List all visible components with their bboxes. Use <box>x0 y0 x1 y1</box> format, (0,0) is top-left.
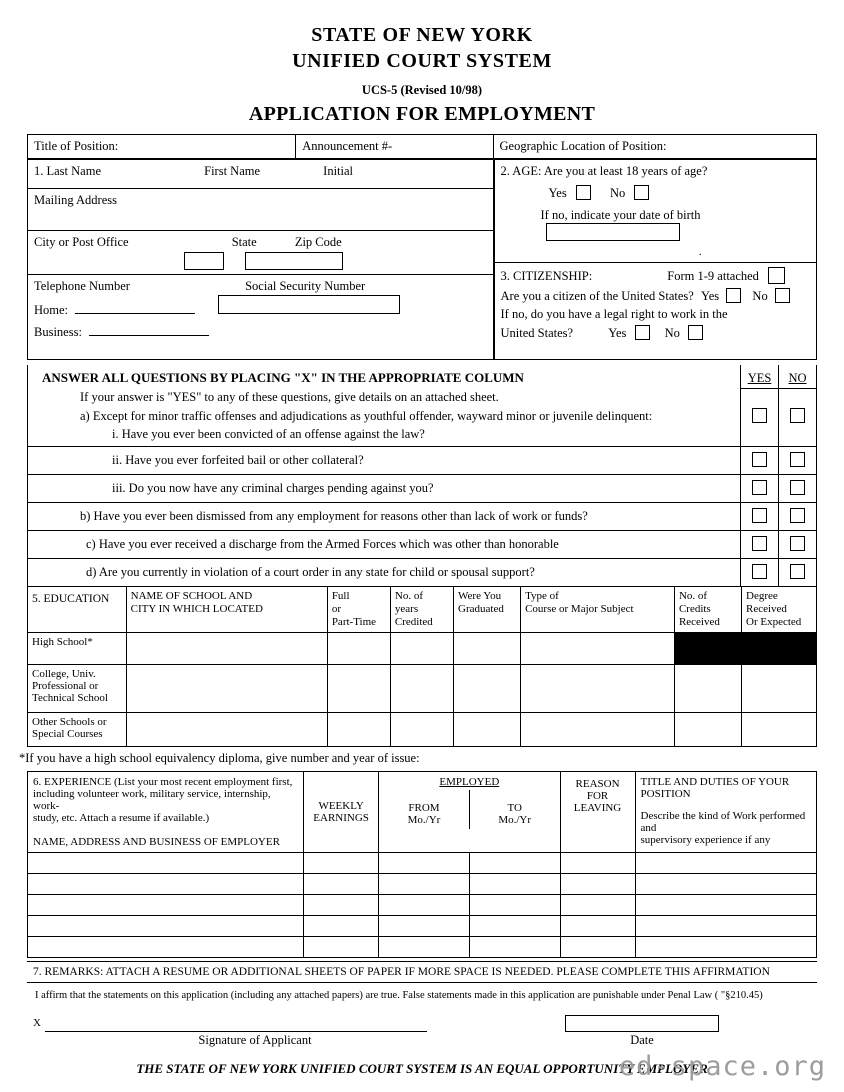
education-col-years-line1: No. of <box>394 589 424 602</box>
dob-prompt-label: If no, indicate your date of birth <box>540 208 701 222</box>
experience-col-from-line2: Mo./Yr <box>407 813 441 826</box>
citizenship-question-1: Are you a citizen of the United States? <box>500 289 694 303</box>
form-i9-label: Form 1-9 attached <box>667 269 759 283</box>
questions-heading: ANSWER ALL QUESTIONS BY PLACING "X" IN THE APPROPRIATE COLUMN <box>42 369 524 385</box>
table-row <box>28 936 817 957</box>
form-i9-checkbox[interactable] <box>768 267 785 284</box>
equal-opportunity-text: THE STATE OF NEW YORK UNIFIED COURT SYSTEM IS AN EQUAL OPPORTUNITY EMPLOYER <box>136 1060 708 1076</box>
field-title-of-position[interactable] <box>28 135 296 159</box>
input-state[interactable] <box>184 252 224 270</box>
education-cell-college-years[interactable] <box>390 664 453 712</box>
table-row <box>28 712 817 746</box>
experience-cell-to[interactable] <box>469 915 560 936</box>
experience-col-reason-line1: REASON <box>575 777 620 790</box>
experience-cell-from[interactable] <box>379 936 470 957</box>
label-mailing-address: Mailing Address <box>34 192 117 207</box>
question-c-no-cell <box>779 530 817 558</box>
question-c-yes-checkbox[interactable] <box>752 536 767 551</box>
question-b-no-checkbox[interactable] <box>790 508 805 523</box>
education-cell-highschool-graduated[interactable] <box>454 632 521 664</box>
question-a-i-no-checkbox[interactable] <box>790 408 805 423</box>
education-section-label <box>28 587 127 633</box>
experience-cell-from[interactable] <box>379 852 470 873</box>
question-a-ii-no-cell <box>779 446 817 474</box>
remarks-section <box>27 961 817 1007</box>
age-yes-checkbox[interactable] <box>576 185 591 200</box>
table-row <box>28 587 817 633</box>
experience-cell-title[interactable] <box>635 894 816 915</box>
table-row <box>28 365 817 447</box>
education-col-graduated-line1: Were You <box>458 589 502 602</box>
experience-col-reason <box>560 771 635 852</box>
header-form-number: UCS-5 (Revised 10/98) <box>361 83 483 97</box>
question-row-a-iii <box>28 474 741 502</box>
experience-heading-line3: study, etc. Attach a resume if available.) <box>33 811 210 824</box>
label-last-name: 1. Last Name <box>34 164 101 178</box>
education-row-other-line1: Other Schools or <box>32 715 107 728</box>
label-zip-code: Zip Code <box>294 234 342 249</box>
field-announcement-number[interactable] <box>296 135 493 159</box>
table-row <box>28 558 817 586</box>
questions-yes-header: YES <box>747 371 772 385</box>
education-cell-other-school[interactable] <box>126 712 327 746</box>
table-row <box>494 160 816 263</box>
education-col-degree-line2: Received <box>746 602 787 615</box>
education-cell-highschool-years[interactable] <box>390 632 453 664</box>
education-cell-highschool-school[interactable] <box>126 632 327 664</box>
citizenship-q1-no-checkbox[interactable] <box>775 288 790 303</box>
date-label: Date <box>630 1032 654 1047</box>
education-col-graduated-line2: Graduated <box>458 602 504 615</box>
experience-cell-to[interactable] <box>469 873 560 894</box>
signature-input-line[interactable] <box>45 1031 427 1032</box>
question-d-no-checkbox[interactable] <box>790 564 805 579</box>
education-col-fulltime-line1: Full <box>331 589 350 602</box>
experience-col-from <box>379 790 469 829</box>
question-item-a-i: i. Have you ever been convicted of an offense against the law? <box>112 426 425 441</box>
label-city-or-post-office: City or Post Office <box>34 234 129 249</box>
education-cell-highschool-degree-blacked <box>742 632 817 664</box>
experience-col-employed <box>379 771 560 852</box>
label-telephone-number: Telephone Number <box>34 278 130 293</box>
table-row <box>28 230 493 274</box>
questions-yes-column <box>741 365 779 447</box>
citizenship-q2-no-checkbox[interactable] <box>688 325 703 340</box>
label-social-security-number: Social Security Number <box>245 278 366 293</box>
question-a-iii-yes-checkbox[interactable] <box>752 480 767 495</box>
label-first-name: First Name <box>204 164 261 178</box>
education-cell-college-degree[interactable] <box>742 664 817 712</box>
experience-cell-employer[interactable] <box>28 936 304 957</box>
education-cell-college-graduated[interactable] <box>454 664 521 712</box>
question-a-iii-no-checkbox[interactable] <box>790 480 805 495</box>
experience-heading-line4: NAME, ADDRESS AND BUSINESS OF EMPLOYER <box>33 835 280 848</box>
citizenship-q1-yes-checkbox[interactable] <box>726 288 741 303</box>
experience-cell-reason[interactable] <box>560 894 635 915</box>
input-home-phone[interactable] <box>75 300 195 314</box>
experience-cell-employer[interactable] <box>28 915 304 936</box>
dob-period-mark: . <box>698 246 702 258</box>
question-a-ii-yes-checkbox[interactable] <box>752 452 767 467</box>
question-a-ii-no-checkbox[interactable] <box>790 452 805 467</box>
signature-caption: Signature of Applicant <box>198 1032 312 1047</box>
education-row-label-college <box>28 664 127 712</box>
label-state: State <box>231 234 257 249</box>
field-mailing-address[interactable] <box>28 188 493 230</box>
question-item-a: a) Except for minor traffic offenses and adjudications as youthful offender, wayward minor or juvenile delinquent: <box>80 408 653 423</box>
table-row <box>28 160 817 360</box>
age-heading: 2. AGE: Are you at least 18 years of age? <box>500 164 708 178</box>
document-header <box>0 0 844 126</box>
education-cell-highschool-course[interactable] <box>521 632 675 664</box>
experience-col-title-duties-line2: Describe the kind of Work performed and <box>640 809 806 834</box>
experience-heading-line2: including volunteer work, military service, internship, work- <box>33 787 271 812</box>
education-row-college-line1: College, Univ. <box>32 667 96 680</box>
table-row <box>28 852 817 873</box>
education-col-credits-line3: Received <box>678 615 720 628</box>
question-row-a-ii <box>28 446 741 474</box>
question-a-iii-no-cell <box>779 474 817 502</box>
experience-col-title-duties-line1: TITLE AND DUTIES OF YOUR POSITION <box>640 775 790 800</box>
education-col-course <box>521 587 675 633</box>
experience-cell-employer[interactable] <box>28 873 304 894</box>
experience-cell-earnings[interactable] <box>304 915 379 936</box>
label-initial: Initial <box>323 164 354 178</box>
question-a-ii-yes-cell <box>741 446 779 474</box>
education-col-years-line3: Credited <box>394 615 433 628</box>
experience-cell-title[interactable] <box>635 915 816 936</box>
experience-col-to <box>469 790 559 829</box>
education-cell-other-graduated[interactable] <box>454 712 521 746</box>
table-row <box>28 915 817 936</box>
experience-col-reason-line2: FOR <box>586 789 609 802</box>
table-row <box>28 474 817 502</box>
education-cell-other-course[interactable] <box>521 712 675 746</box>
experience-cell-title[interactable] <box>635 936 816 957</box>
education-col-years <box>390 587 453 633</box>
question-item-b: b) Have you ever been dismissed from any employment for reasons other than lack of work or funds? <box>80 508 588 523</box>
table-row <box>28 894 817 915</box>
experience-table <box>27 771 817 958</box>
experience-cell-reason[interactable] <box>560 873 635 894</box>
question-row-c <box>28 530 741 558</box>
citizenship-q2-yes-label: Yes <box>608 326 627 340</box>
header-line-state: STATE OF NEW YORK <box>311 24 533 46</box>
table-row <box>28 771 817 852</box>
questions-no-header: NO <box>788 371 807 385</box>
experience-col-weekly-line2: EARNINGS <box>313 811 369 824</box>
question-b-yes-cell <box>741 502 779 530</box>
input-zip-code[interactable] <box>245 252 343 270</box>
education-row-other-line2: Special Courses <box>32 727 103 740</box>
experience-col-to-line2: Mo./Yr <box>498 813 532 826</box>
education-col-credits-line1: No. of <box>678 589 708 602</box>
citizenship-q1-no-label: No <box>752 289 768 303</box>
age-citizenship-table <box>494 160 817 359</box>
questions-subheading: If your answer is "YES" to any of these questions, give details on an attached sheet. <box>80 389 499 404</box>
table-row <box>28 446 817 474</box>
table-row <box>28 274 493 340</box>
field-city-state-zip[interactable] <box>28 230 493 274</box>
label-home-phone: Home: <box>34 302 69 317</box>
education-col-graduated <box>454 587 521 633</box>
signature-section <box>27 1007 817 1057</box>
citizenship-q1-yes-label: Yes <box>700 289 720 303</box>
label-title-of-position: Title of Position: <box>34 139 119 153</box>
watermark <box>619 1051 826 1082</box>
question-a-i-yes-checkbox[interactable] <box>752 408 767 423</box>
question-d-yes-cell <box>741 558 779 586</box>
question-item-a-iii: iii. Do you now have any criminal charges pending against you? <box>112 480 434 495</box>
identity-left-column <box>28 160 494 360</box>
question-item-a-ii: ii. Have you ever forfeited bail or other collateral? <box>112 452 364 467</box>
experience-cell-title[interactable] <box>635 852 816 873</box>
input-date-of-birth[interactable] <box>546 223 680 241</box>
experience-col-title-duties <box>635 771 816 852</box>
affirmation-text <box>27 983 817 1007</box>
table-row <box>28 502 817 530</box>
page-title: APPLICATION FOR EMPLOYMENT <box>248 103 596 125</box>
signature-x-mark: X <box>33 1016 41 1029</box>
question-item-c: c) Have you ever received a discharge from the Armed Forces which was other than honorable <box>86 536 559 551</box>
table-row <box>28 135 817 159</box>
question-row-d <box>28 558 741 586</box>
education-col-degree-line3: Or Expected <box>746 615 802 628</box>
identity-block-table <box>27 159 817 360</box>
question-a-iii-yes-cell <box>741 474 779 502</box>
education-col-school-line1: NAME OF SCHOOL AND <box>130 589 253 602</box>
question-b-no-cell <box>779 502 817 530</box>
field-last-name[interactable] <box>28 160 493 188</box>
education-col-years-line2: years <box>394 602 419 615</box>
education-cell-college-course[interactable] <box>521 664 675 712</box>
experience-heading-line1: 6. EXPERIENCE (List your most recent employment first, <box>33 775 293 788</box>
experience-cell-employer[interactable] <box>28 894 304 915</box>
experience-cell-to[interactable] <box>469 936 560 957</box>
question-b-yes-checkbox[interactable] <box>752 508 767 523</box>
header-line-system: UNIFIED COURT SYSTEM <box>292 50 552 72</box>
education-col-credits <box>674 587 741 633</box>
age-no-checkbox[interactable] <box>634 185 649 200</box>
question-c-yes-cell <box>741 530 779 558</box>
experience-col-weekly-earnings <box>304 771 379 852</box>
education-col-degree <box>742 587 817 633</box>
education-cell-other-fulltime[interactable] <box>327 712 390 746</box>
question-c-no-checkbox[interactable] <box>790 536 805 551</box>
field-telephone-ssn[interactable] <box>28 274 493 340</box>
experience-col-reason-line3: LEAVING <box>573 801 622 814</box>
experience-cell-to[interactable] <box>469 894 560 915</box>
table-row <box>28 664 817 712</box>
table-row <box>28 188 493 230</box>
citizenship-q2-no-label: No <box>664 326 680 340</box>
question-d-yes-checkbox[interactable] <box>752 564 767 579</box>
experience-cell-from[interactable] <box>379 894 470 915</box>
questions-heading-cell <box>28 365 741 447</box>
table-row <box>379 790 559 829</box>
education-row-label-other <box>28 712 127 746</box>
education-cell-highschool-fulltime[interactable] <box>327 632 390 664</box>
experience-cell-reason[interactable] <box>560 852 635 873</box>
education-footnote-text: *If you have a high school equivalency diploma, give number and year of issue: <box>19 750 420 765</box>
education-col-course-line2: Course or Major Subject <box>525 602 634 615</box>
input-business-phone[interactable] <box>89 322 209 336</box>
citizenship-question-2-line1: If no, do you have a legal right to work in the <box>500 307 728 321</box>
position-row-table <box>27 134 817 159</box>
experience-cell-employer[interactable] <box>28 852 304 873</box>
experience-cell-earnings[interactable] <box>304 894 379 915</box>
education-col-fulltime <box>327 587 390 633</box>
education-col-course-line1: Type of <box>525 589 559 602</box>
experience-cell-reason[interactable] <box>560 936 635 957</box>
experience-heading-cell <box>28 771 304 852</box>
label-announcement: Announcement #- <box>302 139 393 153</box>
education-row-label-highschool <box>28 632 127 664</box>
input-ssn[interactable] <box>218 295 400 314</box>
affirmation-text-content: I affirm that the statements on this application (including any attached papers) are true. False statements made in this application are punishable under Penal Law ( "§210.45) <box>35 989 763 1001</box>
education-table <box>27 587 817 747</box>
identity-right-column <box>493 160 817 360</box>
education-cell-highschool-credits-blacked <box>674 632 741 664</box>
education-footnote <box>19 750 817 766</box>
label-business-phone: Business: <box>34 324 82 339</box>
table-row <box>28 873 817 894</box>
section-age <box>494 160 816 263</box>
remarks-heading-text: 7. REMARKS: ATTACH A RESUME OR ADDITIONAL SHEETS OF PAPER IF MORE SPACE IS NEEDED. PLEASE COMPLETE THIS AFFIRMATION <box>33 965 770 978</box>
education-cell-college-fulltime[interactable] <box>327 664 390 712</box>
experience-cell-to[interactable] <box>469 852 560 873</box>
experience-cell-title[interactable] <box>635 873 816 894</box>
experience-cell-reason[interactable] <box>560 915 635 936</box>
experience-employed-header: EMPLOYED <box>439 775 500 788</box>
age-no-label: No <box>609 186 626 200</box>
question-item-d: d) Are you currently in violation of a court order in any state for child or spousal support? <box>86 564 535 579</box>
experience-cell-earnings[interactable] <box>304 852 379 873</box>
identity-fields-table <box>28 160 493 340</box>
remarks-heading <box>27 962 817 983</box>
experience-col-from-line1: FROM <box>408 801 440 814</box>
experience-col-title-duties-line3: supervisory experience if any <box>640 833 771 846</box>
citizenship-question-2-line2: United States? <box>500 326 574 340</box>
education-cell-other-degree[interactable] <box>742 712 817 746</box>
field-geographic-location[interactable] <box>493 135 817 159</box>
education-row-college-line2: Professional or <box>32 679 99 692</box>
table-row <box>28 160 493 188</box>
date-input-box[interactable] <box>565 1015 719 1032</box>
questions-no-column <box>779 365 817 447</box>
table-row <box>28 632 817 664</box>
questions-table <box>27 365 817 587</box>
education-cell-college-school[interactable] <box>126 664 327 712</box>
experience-cell-earnings[interactable] <box>304 873 379 894</box>
section-citizenship <box>494 263 816 359</box>
watermark-text: ed-space.org <box>618 1051 826 1082</box>
education-col-school-line2: CITY IN WHICH LOCATED <box>130 602 263 615</box>
education-cell-other-years[interactable] <box>390 712 453 746</box>
education-cell-other-credits[interactable] <box>674 712 741 746</box>
citizenship-heading: 3. CITIZENSHIP: <box>500 269 593 283</box>
table-row <box>494 263 816 359</box>
question-d-no-cell <box>779 558 817 586</box>
experience-col-to-line1: TO <box>507 801 522 814</box>
education-label-text: 5. EDUCATION <box>32 592 110 605</box>
label-geographic-location: Geographic Location of Position: <box>499 139 667 153</box>
experience-cell-from[interactable] <box>379 915 470 936</box>
table-row <box>28 530 817 558</box>
education-cell-college-credits[interactable] <box>674 664 741 712</box>
education-row-college-line3: Technical School <box>32 691 108 704</box>
education-col-fulltime-line3: Part-Time <box>331 615 377 628</box>
experience-cell-earnings[interactable] <box>304 936 379 957</box>
age-yes-label: Yes <box>548 186 567 200</box>
experience-col-weekly-line1: WEEKLY <box>318 799 364 812</box>
question-row-b <box>28 502 741 530</box>
experience-cell-from[interactable] <box>379 873 470 894</box>
education-row-highschool-text: High School* <box>32 635 93 648</box>
education-col-degree-line1: Degree <box>746 589 778 602</box>
education-col-fulltime-line2: or <box>331 602 341 615</box>
education-col-credits-line2: Credits <box>678 602 711 615</box>
citizenship-q2-yes-checkbox[interactable] <box>635 325 650 340</box>
education-col-school <box>126 587 327 633</box>
